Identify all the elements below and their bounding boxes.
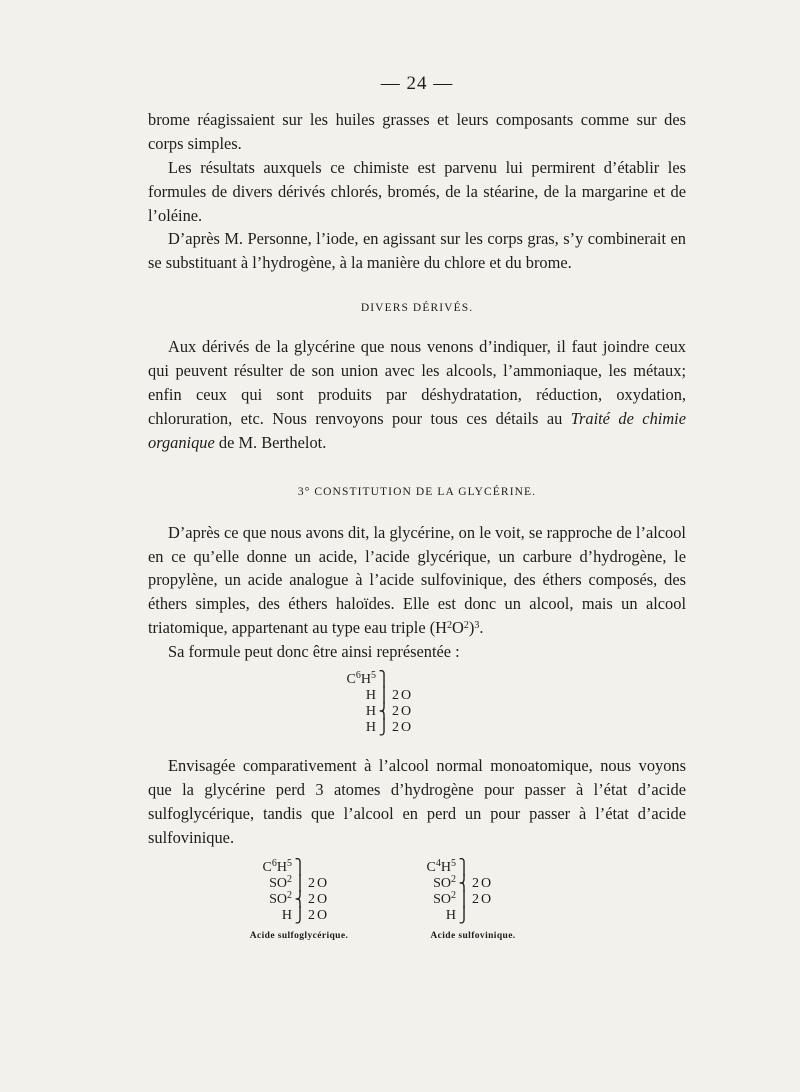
formula-subscript: 5 bbox=[371, 670, 376, 682]
formula-left bbox=[252, 889, 292, 908]
formula-left bbox=[252, 857, 292, 876]
brace-glyph: ⎭ bbox=[378, 720, 390, 737]
formula-row bbox=[336, 672, 686, 688]
formula-row bbox=[416, 873, 576, 892]
formula-symbol: SO bbox=[433, 875, 451, 891]
brace-glyph: ⎭ bbox=[294, 907, 306, 924]
formula-row bbox=[252, 857, 412, 876]
brace-glyph: ⎪ bbox=[458, 891, 470, 908]
formula-left bbox=[252, 873, 292, 892]
formula-subscript: 6 bbox=[271, 857, 277, 869]
formula-row bbox=[252, 889, 412, 908]
brace-glyph: ⎭ bbox=[458, 907, 470, 924]
brace-glyph: ⎨ bbox=[378, 704, 390, 721]
formula-row bbox=[336, 688, 686, 704]
brace-glyph: ⎫ bbox=[458, 859, 470, 876]
formula-subscript: 2 bbox=[451, 873, 456, 885]
brace-glyph: ⎫ bbox=[378, 672, 390, 689]
formula-row bbox=[252, 873, 412, 892]
formula-glycerine bbox=[336, 672, 686, 744]
divers-text-a: Aux dérivés de la glycérine que nous venons d’indiquer, il faut joindre ceux qui peuvent résulter de son union avec les alcools, l’ammoniaque, les métaux; enfin ceux qui sont produits par déshydratation, réduction, oxydation, chloruration, etc. Nous renvoyons pour tous ces détails au bbox=[148, 337, 686, 428]
formula-left bbox=[416, 873, 456, 892]
document-page bbox=[148, 72, 686, 944]
formula-symbol: SO bbox=[269, 891, 287, 907]
paragraph-constitution bbox=[148, 521, 686, 641]
formula-symbol: H bbox=[445, 907, 456, 923]
section-heading-constitution: 3° CONSTITUTION DE LA GLYCÉRINE. bbox=[297, 485, 537, 498]
formula-subscript: 4 bbox=[435, 857, 441, 869]
constitution-text-a: D’après ce que nous avons dit, la glycérine, on le voit, se rapproche de l’alcool en ce qu’elle donne un acide, l’acide glycérique, un carbure d’hydrogène, le propylène, un acide analogue à l’acide sulfovinique, des éthers composés, des éthers simples, des éthers haloïdes. Elle est donc un alcool, mais un alcool triatomique, appartenant au type eau triple (H bbox=[148, 522, 686, 638]
formula-symbol: H bbox=[365, 704, 376, 720]
formula-left bbox=[416, 889, 456, 908]
paragraph-envisagee: Envisagée comparativement à l’alcool normal monoatomique, nous voyons que la glycérine perd 3 atomes d’hydrogène pour passer à l’état d’acide sulfoglycérique, tandis que l’alcool en perd un pour passer à l’état d’acide sulfovinique. bbox=[148, 756, 686, 847]
formula-left bbox=[252, 908, 292, 924]
divers-italic-title: Traité de chimie organique bbox=[148, 408, 686, 452]
constitution-sup-3: 3 bbox=[474, 620, 480, 632]
formula-sulfovinique bbox=[416, 857, 576, 944]
formula-subscript: 6 bbox=[355, 670, 361, 682]
brace-glyph: ⎫ bbox=[294, 859, 306, 876]
formula-sulfoglycerique bbox=[249, 857, 412, 944]
paragraph-2: Les résultats auxquels ce chimiste est parvenu lui permirent d’établir les formules de divers dérivés chlorés, bromés, de la stéarine, de la margarine et de l’oléine. bbox=[148, 157, 686, 225]
formula-symbol: C bbox=[426, 859, 436, 875]
section-heading-divers: DIVERS DÉRIVÉS. bbox=[360, 302, 474, 315]
caption-sulfoglycerique: Acide sulfoglycérique. bbox=[249, 930, 349, 941]
formula-right: 2O bbox=[308, 891, 330, 907]
formula-left bbox=[336, 720, 376, 736]
formula-left bbox=[336, 704, 376, 720]
formula-subscript: 2 bbox=[451, 889, 456, 901]
formula-right: 2O bbox=[472, 875, 494, 891]
formula-symbol: H bbox=[276, 859, 287, 875]
constitution-text-d: . bbox=[479, 618, 484, 638]
constitution-sup-2: 2 bbox=[463, 620, 469, 632]
formula-right: 2O bbox=[472, 891, 494, 907]
formula-symbol: H bbox=[365, 688, 376, 704]
formula-right: 2O bbox=[308, 875, 330, 891]
formula-row bbox=[336, 704, 686, 720]
formula-left bbox=[336, 688, 376, 704]
constitution-text-c: ) bbox=[468, 618, 475, 638]
paragraph-1: brome réagissaient sur les huiles grasses et leurs composants comme sur des corps simples. bbox=[148, 109, 686, 153]
formula-left bbox=[416, 857, 456, 876]
formula-symbol: H bbox=[360, 672, 371, 688]
formula-row bbox=[252, 908, 412, 924]
formula-subscript: 2 bbox=[287, 873, 292, 885]
formula-symbol: C bbox=[262, 859, 272, 875]
constitution-text-b: O bbox=[452, 618, 464, 638]
brace-glyph: ⎨ bbox=[458, 875, 470, 892]
divers-text-b: de M. Berthelot. bbox=[214, 432, 327, 452]
formula-symbol: SO bbox=[433, 891, 451, 907]
formula-subscript: 5 bbox=[451, 857, 456, 869]
formula-symbol: H bbox=[440, 859, 451, 875]
paragraph-formula-intro: Sa formule peut donc être ainsi représentée : bbox=[168, 642, 460, 662]
page-number: — 24 — bbox=[380, 73, 454, 94]
formula-row bbox=[416, 908, 576, 924]
formula-right: 2O bbox=[308, 907, 330, 923]
formula-subscript: 5 bbox=[287, 857, 292, 869]
formula-right: 2O bbox=[392, 720, 414, 736]
formula-symbol: H bbox=[281, 907, 292, 923]
formula-left bbox=[336, 672, 376, 688]
formula-right: 2O bbox=[392, 688, 414, 704]
formula-row bbox=[416, 857, 576, 876]
constitution-sup-1: 2 bbox=[447, 620, 453, 632]
brace-glyph: ⎨ bbox=[294, 891, 306, 908]
formula-right: 2O bbox=[392, 704, 414, 720]
formula-left bbox=[416, 908, 456, 924]
paragraph-divers bbox=[148, 335, 686, 455]
caption-sulfovinique: Acide sulfovinique. bbox=[430, 930, 516, 941]
formula-row bbox=[416, 889, 576, 908]
brace-glyph: ⎪ bbox=[378, 688, 390, 705]
formula-subscript: 2 bbox=[287, 889, 292, 901]
paragraph-3: D’après M. Personne, l’iode, en agissant sur les corps gras, s’y combinerait en se substituant à l’hydrogène, à la manière du chlore et du brome. bbox=[148, 229, 686, 273]
formula-symbol: SO bbox=[269, 875, 287, 891]
brace-glyph: ⎪ bbox=[294, 875, 306, 892]
formula-symbol: H bbox=[365, 720, 376, 736]
formula-symbol: C bbox=[346, 672, 356, 688]
formula-row bbox=[336, 720, 686, 736]
formula-pair bbox=[249, 857, 686, 944]
